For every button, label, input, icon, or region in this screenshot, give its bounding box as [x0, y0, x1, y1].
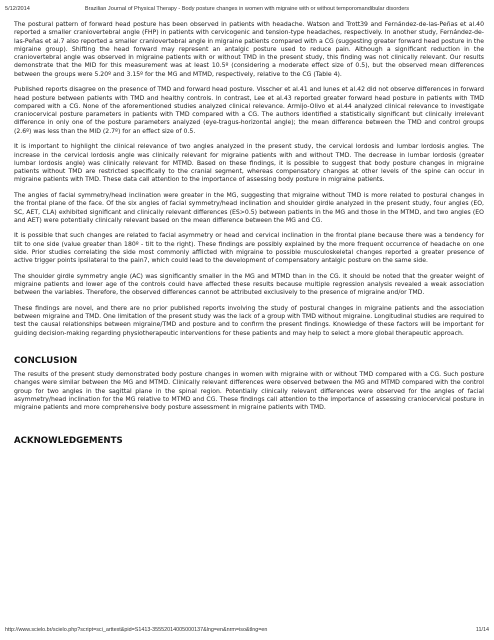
discussion-paragraph: It is important to highlight the clinical relevance of two angles analyzed in the present study, the cervical lordosis and lumbar lordosis angles. The increase in the cervical lordosis angle was clinically relevant for migraine patients with and without TMD. The decrease in lumbar lordosis (greater lumbar lordosis angle) was clinically relevant for MTMD. Based on these findings, it is possible to suggest that body posture changes in migraine patients without TMD are restricted specifically to the cranial segment, whereas compensatory changes at other levels of the spine can occur in migraine patients with TMD. These data call attention to the importance of assessing body posture in migraine patients. [14, 143, 484, 184]
page-header [5, 6, 489, 16]
print-date: 5/12/2014 [5, 6, 30, 12]
page-title: Brazilian Journal of Physical Therapy - Body posture changes in women with migraine with or without temporomandibular disorders [84, 6, 410, 12]
page-footer [5, 627, 489, 636]
discussion-paragraph: Published reports disagree on the presence of TMD and forward head posture. Visscher et al.41 and Iunes et al.42 did not observe differences in forward head posture between patients with TMD and healthy controls. In contrast, Lee et al.43 reported greater forward head posture in patients with TMD compared with a CG. None of the aforementioned studies analyzed clinical relevance. Armijo-Olivo et al.44 analyzed clinical relevance to investigate craniocervical posture parameters in patients with TMD compared with a CG. The authors identified a statistically significant but clinically irrelevant difference in only one of the posture parameters analyzed (eye-tragus-horizontal angle); the mean difference between the TMD and control groups (2.6º) was less than the MID (2.7º) for an effect size of 0.5. [14, 86, 484, 135]
conclusion-paragraph: The results of the present study demonstrated body posture changes in women with migraine with or without TMD compared with a CG. Such posture changes were similar between the MG and MTMD. Clinically relevant differences were observed between the MG and MTMD compared with the control group for two angles in the sagittal plane in the spinal region. Potentially clinically relevant differences were observed for the angles of facial asymmetry/head inclination for the MG relative to MTMD and CG. These findings call attention to the importance of assessing craniocervical posture in migraine patients and more comprehensive body posture assessment in migraine patients with TMD. [14, 370, 484, 412]
acknowledgements-heading: ACKNOWLEDGEMENTS [14, 436, 123, 447]
discussion-paragraph: The angles of facial symmetry/head inclination were greater in the MG, suggesting that migraine without TMD is more related to postural changes in the frontal plane of the face. Of the six angles of facial symmetry/head inclination and shoulder girdle analyzed in the present study, four angles (EO, SC, AET, CLA) exhibited significant and clinically relevant differences (ES>0.5) between patients in the MG and those in the MTMD, and two angles (EO and AET) were potentially clinically relevant based on the mean difference between the MG and CG. [14, 191, 484, 224]
discussion-paragraph: It is possible that such changes are related to facial asymmetry or head and cervical inclination in the frontal plane because there was a tendency for tilt to one side (value greater than 180º - tilt to the right). These findings are possibly explained by the more frequent occurrence of headache on one side. Prior studies correlating the side most commonly afflicted with migraine to possible musculoskeletal changes reported a greater presence of active trigger points ipsilateral to the pain7, which could lead to the development of compensatory antalgic posture on the same side. [14, 232, 484, 265]
discussion-paragraph: These findings are novel, and there are no prior published reports involving the study of postural changes in migraine patients and the association between migraine and TMD. One limitation of the present study was the lack of a group with TMD without migraine. Longitudinal studies are required to test the causal relationships between migraine/TMD and posture and to confirm the present findings. Knowledge of these factors will be important for guiding decision-making regarding physiotherapeutic interventions for these patients and may help to select a more global therapeutic approach. [14, 304, 484, 337]
conclusion-heading: CONCLUSION [14, 355, 78, 366]
page-url: http://www.scielo.br/scielo.php?script=sci_arttext&pid=S1413-35552014005000137&lng=en&nrm=iso&tlng=en [5, 627, 268, 633]
page-number: 11/14 [475, 627, 489, 633]
discussion-paragraph: The postural pattern of forward head posture has been observed in patients with headache. Watson and Trott39 and Fernández-de-las-Peñas et al.40 reported a smaller craniovertebral angle (FHP) in patients with cervicogenic and tension-type headaches, respectively. In another study, Fernández-de-las-Peñas et al.7 also reported a smaller craniovertebral angle in migraine patients compared with a CG (suggesting greater forward head posture in the migraine group). Shifting the head forward may represent an antalgic posture used to reduce pain. Although a significant reduction in the craniovertebral angle was observed in migraine patients with or without TMD in the present study, this finding was not clinically relevant. Our results demonstrate that the MID for this measurement was at least 10.5º (considering a moderate effect size of 0.5), but the observed mean differences between the groups were 5.20º and 3.15º for the MG and MTMD, respectively, relative to the CG (Table 4). [14, 21, 484, 78]
article-body [14, 21, 484, 447]
discussion-paragraph: The shoulder girdle symmetry angle (AC) was significantly smaller in the MG and MTMD than in the CG. It should be noted that the greater weight of migraine patients and lower age of the controls could have affected these results because multiple regression analysis revealed a weak association between the variables. Therefore, the observed differences cannot be attributed exclusively to the presence of migraine and/or TMD. [14, 272, 484, 297]
